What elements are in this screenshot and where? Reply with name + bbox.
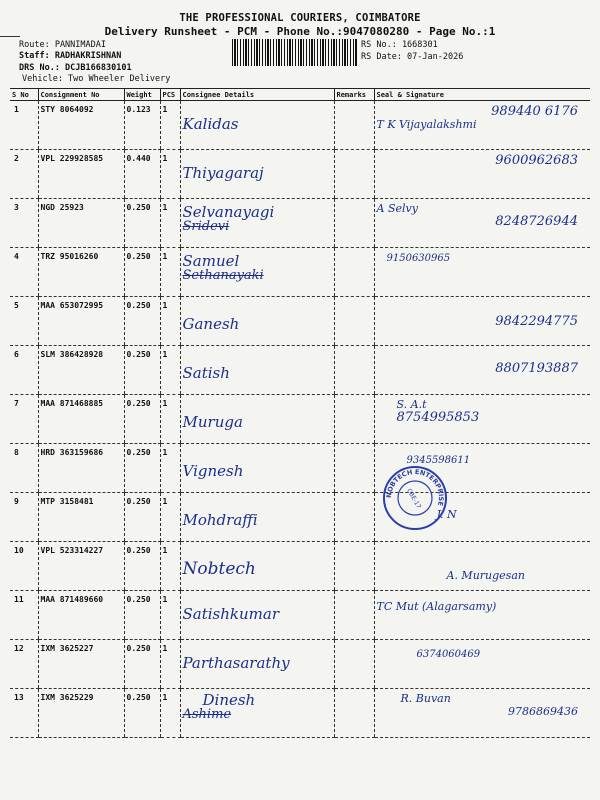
- row-weight: 0.250: [124, 395, 160, 444]
- row-weight: 0.250: [124, 689, 160, 738]
- row-sno: 3: [10, 199, 38, 248]
- row-pcs: 1: [160, 101, 180, 150]
- row-weight: 0.250: [124, 444, 160, 493]
- col-consignee: Consignee Details: [180, 89, 334, 101]
- receiver-phone: 9786869436: [508, 705, 578, 718]
- route-label: Route: PANNIMADAI: [19, 40, 106, 50]
- row-consignee: [180, 199, 334, 248]
- table-row: [10, 689, 590, 738]
- row-pcs: 1: [160, 640, 180, 689]
- row-consignee: [180, 689, 334, 738]
- table-row: [10, 199, 590, 248]
- stamp-text: NOBTECH ENTERPRISE: [384, 467, 446, 507]
- row-remarks: [334, 395, 374, 444]
- row-signature: [374, 199, 590, 248]
- row-weight: 0.250: [124, 542, 160, 591]
- row-consignee: [180, 591, 334, 640]
- table-row: [10, 493, 590, 542]
- row-consignment: VPL 523314227: [38, 542, 124, 591]
- row-consignment: IXM 3625227: [38, 640, 124, 689]
- row-pcs: 1: [160, 199, 180, 248]
- row-signature: [374, 591, 590, 640]
- row-pcs: 1: [160, 689, 180, 738]
- consignee-name: Samuel: [182, 252, 240, 270]
- row-sno: 12: [10, 640, 38, 689]
- consignee-name-2: Sethanayaki: [182, 268, 264, 283]
- row-pcs: 1: [160, 395, 180, 444]
- receiver-phone: 9600962683: [495, 153, 578, 168]
- row-remarks: [334, 542, 374, 591]
- row-consignment: MTP 3158481: [38, 493, 124, 542]
- rs-date: RS Date: 07-Jan-2026: [361, 52, 464, 62]
- receiver-phone: 8248726944: [495, 214, 578, 229]
- row-signature: [374, 640, 590, 689]
- row-sno: 13: [10, 689, 38, 738]
- row-sno: 6: [10, 346, 38, 395]
- table-row: [10, 248, 590, 297]
- table-row: [10, 444, 590, 493]
- row-sno: 2: [10, 150, 38, 199]
- row-remarks: [334, 444, 374, 493]
- row-signature: [374, 248, 590, 297]
- stamp-inner-text: CBE-17: [405, 487, 423, 510]
- table-header-row: [10, 89, 590, 101]
- vehicle-label: Vehicle: Two Wheeler Delivery: [22, 74, 171, 84]
- row-consignment: IXM 3625229: [38, 689, 124, 738]
- row-remarks: [334, 640, 374, 689]
- table-row: [10, 346, 590, 395]
- row-remarks: [334, 199, 374, 248]
- row-sno: 10: [10, 542, 38, 591]
- table-row: [10, 101, 590, 150]
- row-signature: [374, 101, 590, 150]
- runsheet-table: [10, 88, 590, 738]
- row-consignment: MAA 871468885: [38, 395, 124, 444]
- row-signature: [374, 346, 590, 395]
- col-sno: S No: [10, 89, 38, 101]
- receiver-signature: T K Vijayalakshmi: [376, 118, 477, 131]
- row-remarks: [334, 689, 374, 738]
- row-remarks: [334, 297, 374, 346]
- col-weight: Weight: [124, 89, 160, 101]
- row-sno: 8: [10, 444, 38, 493]
- table-row: [10, 150, 590, 199]
- row-consignment: NGD 25923: [38, 199, 124, 248]
- receiver-phone: 6374060469: [416, 649, 481, 660]
- row-sno: 1: [10, 101, 38, 150]
- receiver-signature: S. A.t: [396, 398, 427, 411]
- table-body: [10, 101, 590, 738]
- row-weight: 0.250: [124, 591, 160, 640]
- receiver-phone: 8807193887: [495, 361, 578, 376]
- company-title: THE PROFESSIONAL COURIERS, COIMBATORE: [179, 12, 421, 24]
- consignee-name: Selvanayagi: [182, 203, 275, 221]
- consignee-name: Satishkumar: [182, 605, 279, 623]
- row-sno: 7: [10, 395, 38, 444]
- row-consignment: SLM 386428928: [38, 346, 124, 395]
- col-remarks: Remarks: [334, 89, 374, 101]
- table-row: [10, 395, 590, 444]
- row-signature: [374, 150, 590, 199]
- row-signature: [374, 542, 590, 591]
- row-weight: 0.250: [124, 297, 160, 346]
- row-signature: [374, 297, 590, 346]
- row-weight: 0.250: [124, 493, 160, 542]
- row-remarks: [334, 346, 374, 395]
- row-signature: [374, 395, 590, 444]
- col-signature: Seal & Signature: [374, 89, 590, 101]
- row-consignee: [180, 101, 334, 150]
- row-consignment: TRZ 95016260: [38, 248, 124, 297]
- row-sno: 9: [10, 493, 38, 542]
- row-consignment: HRD 363159686: [38, 444, 124, 493]
- row-consignee: [180, 444, 334, 493]
- row-pcs: 1: [160, 150, 180, 199]
- consignee-name: Muruga: [182, 413, 243, 431]
- row-consignee: [180, 248, 334, 297]
- row-pcs: 1: [160, 346, 180, 395]
- consignee-name: Vignesh: [182, 462, 244, 480]
- rs-number: RS No.: 1668301: [361, 40, 438, 50]
- row-consignee: [180, 395, 334, 444]
- consignee-name: Satish: [182, 364, 230, 382]
- row-pcs: 1: [160, 444, 180, 493]
- row-consignment: STY 8064092: [38, 101, 124, 150]
- staff-label: Staff: RADHAKRISHNAN: [19, 51, 122, 61]
- row-weight: 0.250: [124, 346, 160, 395]
- consignee-name-2: Ashime: [182, 707, 232, 722]
- row-pcs: 1: [160, 493, 180, 542]
- consignee-name-2: Sridevi: [182, 219, 230, 234]
- consignee-name: Parthasarathy: [182, 654, 290, 672]
- row-weight: 0.250: [124, 199, 160, 248]
- consignee-name: Dinesh: [202, 691, 256, 709]
- row-pcs: 1: [160, 591, 180, 640]
- row-remarks: [334, 150, 374, 199]
- table-row: [10, 297, 590, 346]
- consignee-name: Mohdraffi: [182, 511, 258, 529]
- col-consignment: Consignment No: [38, 89, 124, 101]
- row-weight: 0.250: [124, 248, 160, 297]
- table-row: [10, 542, 590, 591]
- receiver-signature: TC Mut (Alagarsamy): [376, 600, 497, 613]
- receiver-phone: 8754995853: [396, 410, 480, 425]
- row-consignee: [180, 346, 334, 395]
- receiver-phone: 989440 6176: [491, 104, 578, 119]
- col-pcs: PCS: [160, 89, 180, 101]
- row-signature: [374, 689, 590, 738]
- receiver-phone: 9150630965: [386, 253, 451, 264]
- consignee-name: Ganesh: [182, 315, 240, 333]
- row-weight: 0.123: [124, 101, 160, 150]
- row-consignment: MAA 653072995: [38, 297, 124, 346]
- receiver-phone: 9345598611: [406, 455, 471, 466]
- row-consignee: [180, 542, 334, 591]
- row-remarks: [334, 493, 374, 542]
- receiver-signature: R. Buvan: [400, 692, 451, 705]
- drs-number: DRS No.: DCJB166830101: [19, 63, 132, 73]
- receiver-phone: 9842294775: [495, 314, 578, 329]
- consignee-name: Nobtech: [182, 559, 256, 579]
- row-weight: 0.250: [124, 640, 160, 689]
- consignee-name: Thiyagaraj: [182, 164, 264, 182]
- row-consignment: MAA 871489660: [38, 591, 124, 640]
- barcode: [232, 39, 358, 66]
- receiver-signature: J. N: [436, 508, 457, 521]
- row-weight: 0.440: [124, 150, 160, 199]
- row-consignee: [180, 297, 334, 346]
- row-consignee: [180, 150, 334, 199]
- receiver-signature: A. Murugesan: [446, 569, 525, 582]
- row-sno: 11: [10, 591, 38, 640]
- company-seal-stamp: [382, 465, 448, 531]
- row-pcs: 1: [160, 297, 180, 346]
- runsheet-subtitle: Delivery Runsheet - PCM - Phone No.:9047080280 - Page No.:1: [104, 25, 496, 38]
- table-row: [10, 640, 590, 689]
- table-row: [10, 591, 590, 640]
- row-remarks: [334, 248, 374, 297]
- receiver-signature: A Selvy: [376, 202, 418, 215]
- row-consignment: VPL 229928585: [38, 150, 124, 199]
- row-pcs: 1: [160, 248, 180, 297]
- row-sno: 4: [10, 248, 38, 297]
- row-remarks: [334, 101, 374, 150]
- row-consignee: [180, 640, 334, 689]
- row-sno: 5: [10, 297, 38, 346]
- row-consignee: [180, 493, 334, 542]
- row-pcs: 1: [160, 542, 180, 591]
- row-remarks: [334, 591, 374, 640]
- consignee-name: Kalidas: [182, 115, 239, 133]
